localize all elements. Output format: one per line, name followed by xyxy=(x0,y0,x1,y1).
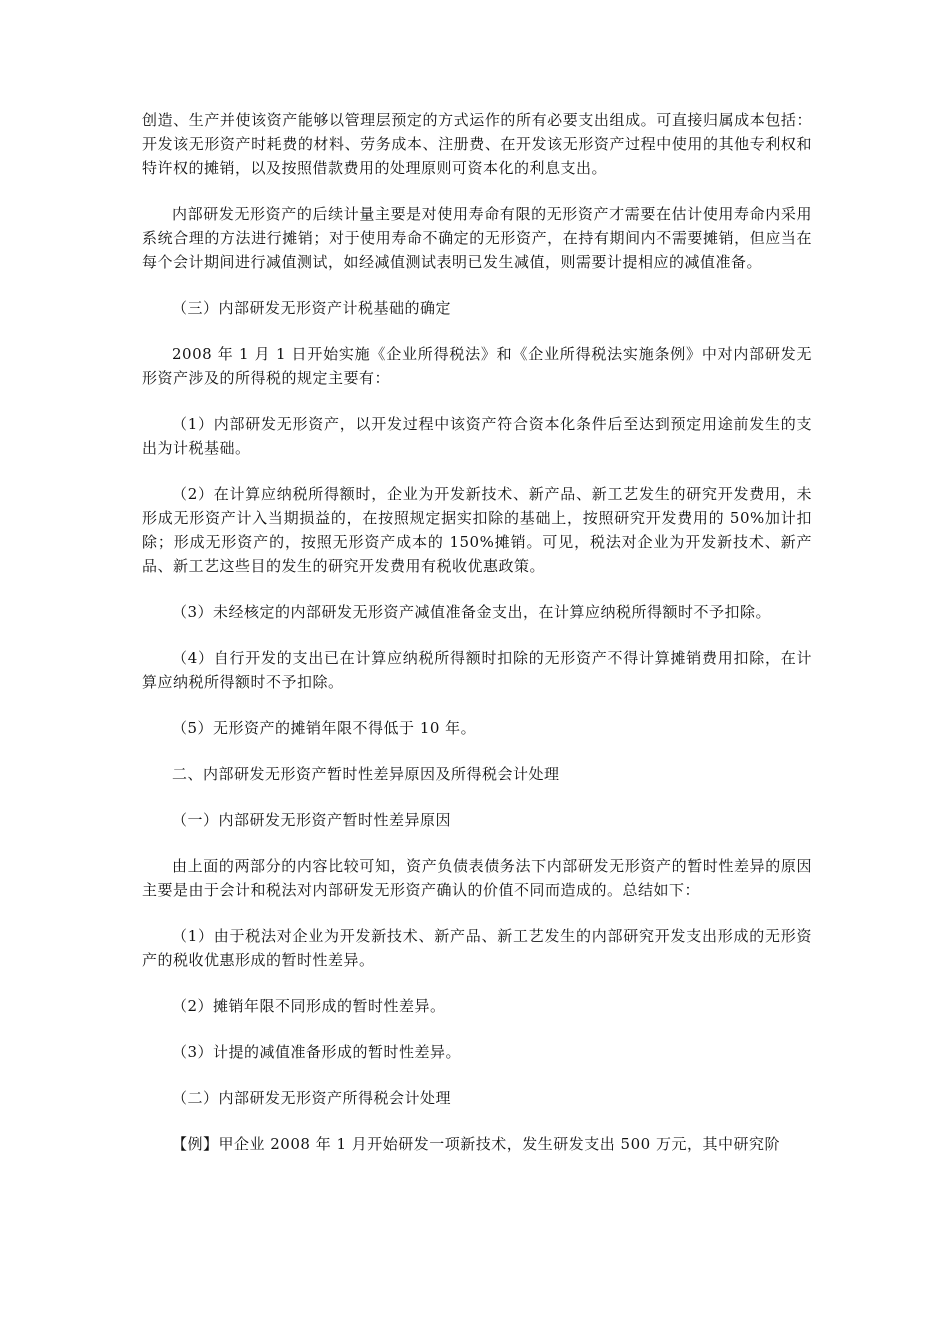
paragraph-summary: 由上面的两部分的内容比较可知，资产负债表债务法下内部研发无形资产的暂时性差异的原因主要是由于会计和税法对内部研发无形资产确认的价值不同而造成的。总结如下： xyxy=(142,857,812,899)
list-item-3: （3）未经核定的内部研发无形资产减值准备金支出，在计算应纳税所得额时不予扣除。 xyxy=(172,603,772,621)
document-page xyxy=(142,108,812,1178)
cause-item-2: （2）摊销年限不同形成的暂时性差异。 xyxy=(172,997,446,1015)
paragraph-example: 【例】甲企业 2008 年 1 月开始研发一项新技术，发生研发支出 500 万元，其中研究阶 xyxy=(172,1135,780,1153)
cause-item-3: （3）计提的减值准备形成的暂时性差异。 xyxy=(172,1043,462,1061)
list-item-5: （5）无形资产的摊销年限不得低于 10 年。 xyxy=(172,719,477,737)
list-item-2: （2）在计算应纳税所得额时，企业为开发新技术、新产品、新工艺发生的研究开发费用，未形成无形资产计入当期损益的，在按照规定据实扣除的基础上，按照研究开发费用的 50%加计扣除；形成无形资产的，按照无形资产成本的 150%摊销。可见，税法对企业为开发新技术、新产品、新工艺这些目的发生的研究开发费用有税收优惠政策。 xyxy=(142,485,812,575)
list-item-4: （4）自行开发的支出已在计算应纳税所得额时扣除的无形资产不得计算摊销费用扣除，在计算应纳税所得额时不予扣除。 xyxy=(142,649,812,691)
section-heading-tax-basis: （三）内部研发无形资产计税基础的确定 xyxy=(172,299,452,317)
section-heading-two: 二、内部研发无形资产暂时性差异原因及所得税会计处理 xyxy=(172,765,560,783)
paragraph-subsequent-measurement: 内部研发无形资产的后续计量主要是对使用寿命有限的无形资产才需要在估计使用寿命内采用系统合理的方法进行摊销；对于使用寿命不确定的无形资产，在持有期间内不需要摊销，但应当在每个会计期间进行减值测试，如经减值测试表明已发生减值，则需要计提相应的减值准备。 xyxy=(142,205,812,271)
subsection-heading-accounting: （二）内部研发无形资产所得税会计处理 xyxy=(172,1089,452,1107)
subsection-heading-causes: （一）内部研发无形资产暂时性差异原因 xyxy=(172,811,452,829)
paragraph-tax-law-intro: 2008 年 1 月 1 日开始实施《企业所得税法》和《企业所得税法实施条例》中对内部研发无形资产涉及的所得税的规定主要有： xyxy=(142,345,812,387)
paragraph-capitalized-cost: 创造、生产并使该资产能够以管理层预定的方式运作的所有必要支出组成。可直接归属成本包括：开发该无形资产时耗费的材料、劳务成本、注册费、在开发该无形资产过程中使用的其他专利权和特许权的摊销，以及按照借款费用的处理原则可资本化的利息支出。 xyxy=(142,111,812,177)
cause-item-1: （1）由于税法对企业为开发新技术、新产品、新工艺发生的内部研究开发支出形成的无形资产的税收优惠形成的暂时性差异。 xyxy=(142,927,812,969)
list-item-1: （1）内部研发无形资产，以开发过程中该资产符合资本化条件后至达到预定用途前发生的支出为计税基础。 xyxy=(142,415,812,457)
